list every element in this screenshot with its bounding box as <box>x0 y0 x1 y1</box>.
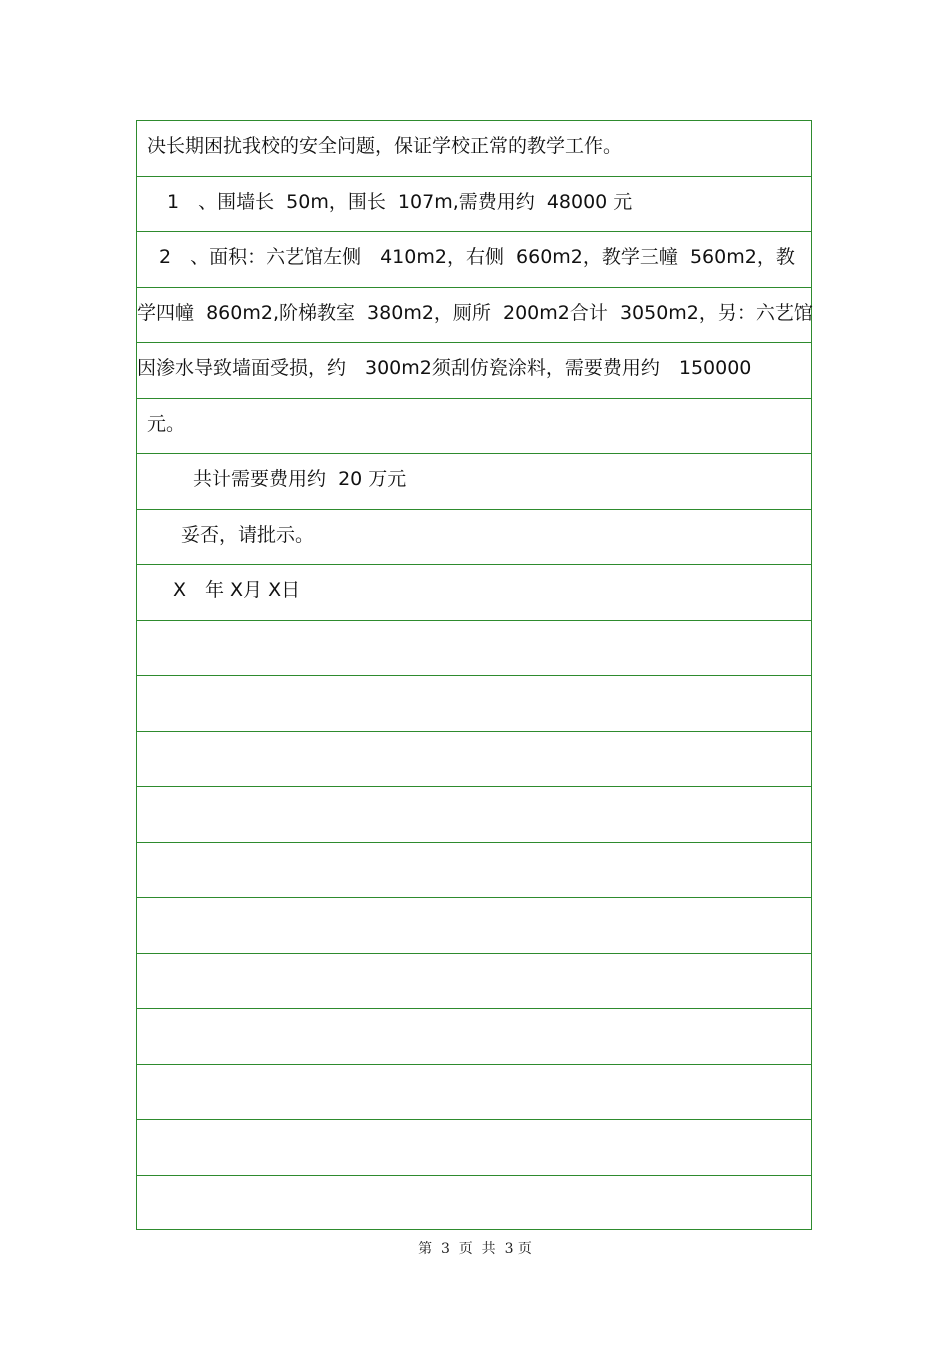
sheet-line <box>137 454 811 510</box>
sheet-line <box>137 843 811 899</box>
sheet-line <box>137 121 811 177</box>
line-text: 妥否，请批示。 <box>181 523 315 546</box>
line-text: 1 、围墙长 50m，围长 107m,需费用约 48000 元 <box>167 190 633 213</box>
line-text: 因渗水导致墙面受损，约 300m2须刮仿瓷涂料，需要费用约 150000 <box>137 357 752 379</box>
sheet-line <box>137 732 811 788</box>
sheet-line <box>137 288 811 344</box>
line-text: 学四幢 860m2,阶梯教室 380m2，厕所 200m2合计 3050m2，另：六艺馆 <box>137 301 813 324</box>
sheet-line <box>137 621 811 677</box>
sheet-line <box>137 898 811 954</box>
sheet-line <box>137 787 811 843</box>
sheet-line <box>137 399 811 455</box>
sheet-line <box>137 676 811 732</box>
line-text: 元。 <box>147 412 186 435</box>
sheet-line <box>137 1009 811 1065</box>
line-text: 决长期困扰我校的安全问题，保证学校正常的教学工作。 <box>147 135 623 157</box>
sheet-line <box>137 1065 811 1121</box>
sheet-line <box>137 510 811 566</box>
sheet-line <box>137 1176 811 1232</box>
page-number-footer: 第 3 页 共 3 页 <box>418 1241 532 1257</box>
sheet-line <box>137 343 811 399</box>
sheet-line <box>137 232 811 288</box>
line-text: 共计需要费用约 20 万元 <box>193 468 407 490</box>
sheet-line <box>137 1120 811 1176</box>
line-text: 2 、面积：六艺馆左侧 410m2，右侧 660m2，教学三幢 560m2，教 <box>159 246 795 268</box>
sheet-line <box>137 954 811 1010</box>
line-text: X 年 X月 X日 <box>173 579 301 601</box>
sheet-line <box>137 177 811 233</box>
lined-sheet <box>136 120 812 1230</box>
sheet-line <box>137 565 811 621</box>
